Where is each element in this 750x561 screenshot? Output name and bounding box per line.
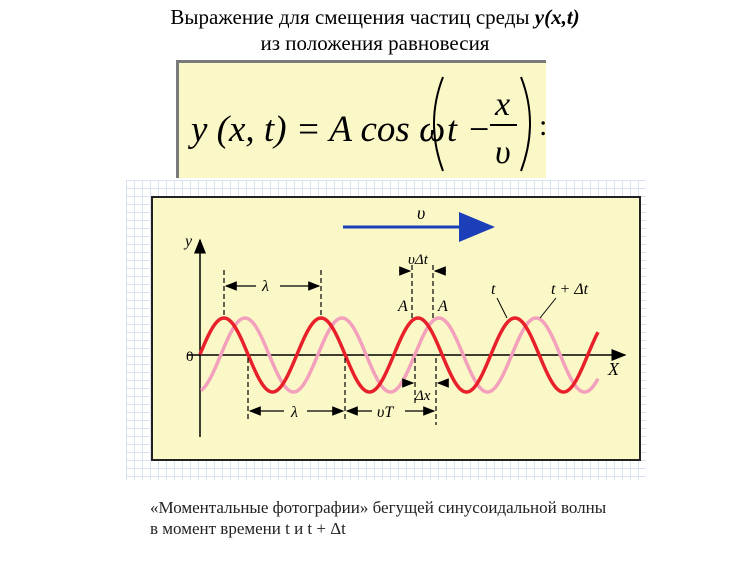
velocity-label: υ⃗ (417, 203, 440, 223)
title-text: Выражение для смещения частиц среды (170, 5, 535, 29)
caption (150, 497, 670, 539)
title-math: y(x,t) (534, 5, 580, 29)
caption-line-2: в момент времени t и t + Δt (150, 519, 346, 538)
vdt-label: υΔt (408, 252, 428, 268)
diagram-panel (152, 197, 640, 460)
amplitude-label-right: A (438, 298, 448, 315)
formula-num: x (495, 86, 511, 123)
formula-trail: : (539, 109, 548, 142)
caption-line-1: «Моментальные фотографии» бегущей синусоидальной волны (150, 498, 607, 517)
vt-label: υT (377, 404, 394, 421)
curve-tdt-label: t + Δt (551, 281, 589, 298)
dx-label: Δx (415, 388, 431, 404)
curve-t-label: t (491, 281, 496, 298)
lambda-bottom-label: λ (291, 404, 298, 421)
x-axis-label: X (608, 359, 619, 379)
zero-label: 0 (186, 349, 194, 365)
y-axis-label: y (185, 233, 193, 250)
lambda-top-label: λ (262, 278, 269, 295)
formula-t: t (447, 109, 458, 149)
formula-lhs: y (x, t) = A cos ω (191, 109, 446, 150)
amplitude-label-left: A (398, 298, 408, 315)
title-line-2: из положения равновесия (260, 31, 490, 55)
formula-minus: − (469, 109, 490, 149)
formula-den: υ (495, 134, 511, 171)
